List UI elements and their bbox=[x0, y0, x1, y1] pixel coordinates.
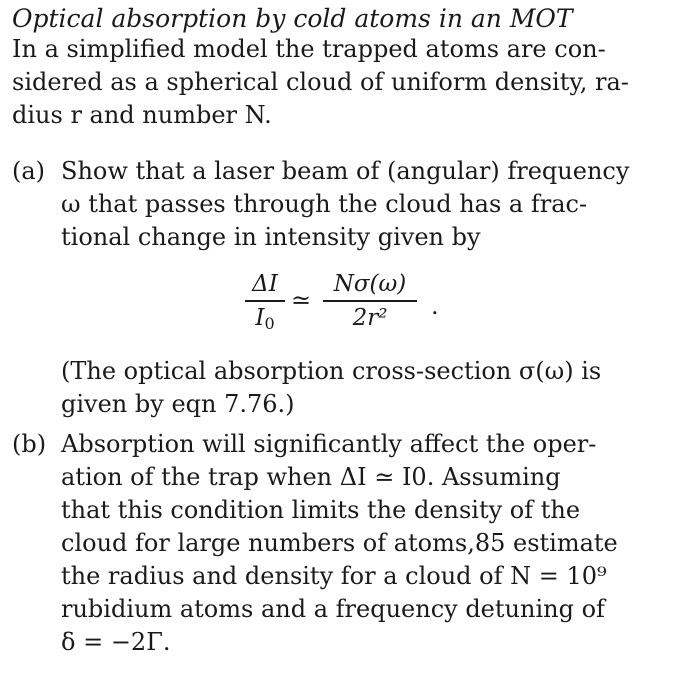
part-b-line-3: that this condition limits the density of the bbox=[61, 496, 581, 524]
part-a-line-1: Show that a laser beam of (angular) frequency bbox=[61, 157, 630, 185]
rhs-fraction bbox=[323, 270, 417, 332]
part-b-text bbox=[61, 428, 618, 659]
approx-symbol: ≃ bbox=[291, 286, 312, 314]
lhs-numerator: ΔI bbox=[252, 271, 278, 297]
intro-line-1: In a simplified model the trapped atoms are con- bbox=[12, 35, 606, 63]
rhs-numerator: Nσ(ω) bbox=[333, 271, 407, 297]
part-b-line-6: rubidium atoms and a frequency detuning of bbox=[61, 595, 605, 623]
intro-line-3: dius r and number N. bbox=[12, 101, 272, 129]
problem-title: Optical absorption by cold atoms in an MOT bbox=[12, 4, 573, 33]
rhs-denominator: 2r² bbox=[352, 304, 388, 331]
part-b-line-2: ation of the trap when ΔI ≃ I0. Assuming bbox=[61, 463, 561, 491]
part-b-label: (b) bbox=[12, 430, 47, 458]
lhs-fraction bbox=[245, 270, 285, 338]
part-a-note-line-1: (The optical absorption cross-section σ(ω) is bbox=[61, 357, 602, 385]
part-a-note-line-2: given by eqn 7.76.) bbox=[61, 390, 295, 418]
lhs-fraction-bar bbox=[245, 300, 285, 302]
part-a-line-2: ω that passes through the cloud has a frac- bbox=[61, 190, 588, 218]
part-b-line-4: cloud for large numbers of atoms,85 estimate bbox=[61, 529, 618, 557]
part-b-line-1: Absorption will significantly affect the oper- bbox=[61, 430, 597, 458]
part-b-line-5: the radius and density for a cloud of N = 10⁹ bbox=[61, 562, 607, 590]
rhs-fraction-bar bbox=[323, 300, 417, 302]
absorption-equation bbox=[245, 270, 445, 340]
part-a-label: (a) bbox=[12, 157, 46, 185]
intro-line-2: sidered as a spherical cloud of uniform density, ra- bbox=[12, 68, 629, 96]
part-a-text bbox=[61, 155, 629, 254]
lhs-denominator: I0 bbox=[255, 304, 275, 333]
part-b-line-7: δ = −2Γ. bbox=[61, 628, 171, 656]
equation-period: . bbox=[431, 292, 439, 320]
part-a-line-3: tional change in intensity given by bbox=[61, 223, 481, 251]
